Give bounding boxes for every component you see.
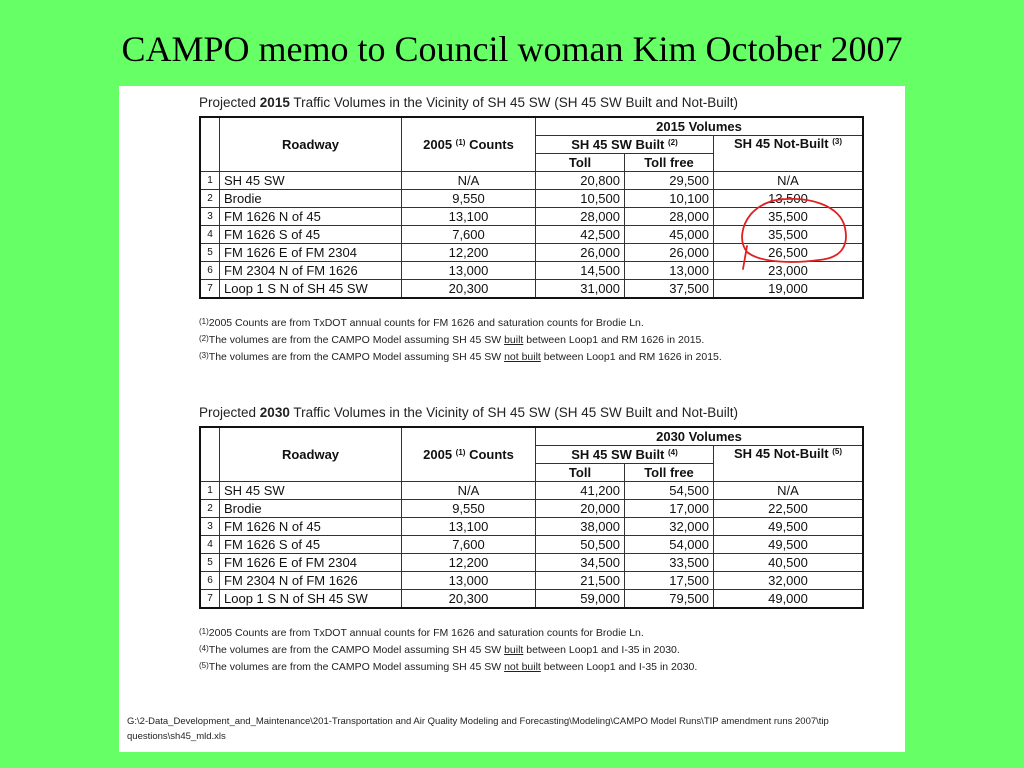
file-path: G:\2-Data_Development_and_Maintenance\201-Transportation and Air Quality Modeling and Forecasting\Modeling\CAMPO Model Runs\TIP amendment runs 2007\tip questions\sh45_mld.xls (127, 716, 829, 742)
not-built-cell: 19,000 (714, 280, 864, 299)
footnote-text: The volumes are from the CAMPO Model assuming SH 45 SW (208, 334, 505, 346)
row-number: 1 (200, 172, 220, 190)
footnote-text: 2005 Counts are from TxDOT annual counts for FM 1626 and saturation counts for Brodie Ln. (208, 317, 644, 329)
roadway-header-label: Roadway (281, 136, 340, 152)
toll-free-header: Toll free (625, 464, 714, 482)
table-row (200, 208, 863, 226)
footnote-marker: (4) (199, 644, 209, 653)
toll-free-cell: 79,500 (625, 590, 714, 609)
count-cell: 13,000 (402, 262, 536, 280)
footnote-text-end: between Loop1 and I-35 in 2030. (523, 644, 680, 656)
not-built-footnote-ref: (3) (832, 137, 843, 146)
table-section-2015 (199, 94, 869, 366)
roadway-cell: Loop 1 S N of SH 45 SW (220, 590, 402, 609)
built-footnote-ref: (2) (668, 137, 678, 147)
not-built-cell: 35,500 (714, 226, 864, 244)
not-built-cell: 22,500 (714, 500, 864, 518)
toll-free-cell: 32,000 (625, 518, 714, 536)
built-header (536, 446, 714, 464)
roadway-cell: FM 1626 E of FM 2304 (220, 554, 402, 572)
caption-suffix: Traffic Volumes in the Vicinity of SH 45 SW (SH 45 SW Built and Not-Built) (289, 95, 739, 110)
not-built-cell: 49,500 (714, 536, 864, 554)
row-number: 5 (200, 554, 220, 572)
count-cell: 20,300 (402, 280, 536, 299)
count-cell: 13,100 (402, 208, 536, 226)
toll-free-cell: 54,000 (625, 536, 714, 554)
toll-free-cell: 17,500 (625, 572, 714, 590)
counts-footnote-ref: (1) (455, 137, 466, 147)
table-row (200, 482, 863, 500)
toll-cell: 20,000 (536, 500, 625, 518)
toll-cell: 34,500 (536, 554, 625, 572)
footnote-emphasis: not built (504, 661, 541, 673)
counts-year: 2005 (423, 446, 453, 462)
not-built-cell: 35,500 (714, 208, 864, 226)
roadway-cell: FM 1626 S of 45 (220, 226, 402, 244)
footnote-marker: (3) (199, 351, 209, 360)
not-built-label: SH 45 Not-Built (733, 446, 829, 461)
roadway-cell: Brodie (220, 190, 402, 208)
row-number: 2 (200, 190, 220, 208)
not-built-cell: 49,500 (714, 518, 864, 536)
row-number: 1 (200, 482, 220, 500)
built-header (536, 136, 714, 154)
footnotes (199, 625, 869, 676)
toll-cell: 21,500 (536, 572, 625, 590)
toll-free-cell: 29,500 (625, 172, 714, 190)
footnote (199, 659, 869, 676)
caption-year: 2030 (259, 405, 290, 420)
footnotes (199, 315, 869, 366)
counts-footnote-ref: (1) (455, 447, 466, 457)
count-cell: 20,300 (402, 590, 536, 609)
toll-cell: 42,500 (536, 226, 625, 244)
footnote-text: 2005 Counts are from TxDOT annual counts for FM 1626 and saturation counts for Brodie Ln. (208, 627, 644, 639)
counts-year: 2005 (423, 136, 453, 152)
toll-cell: 31,000 (536, 280, 625, 299)
toll-free-header: Toll free (625, 154, 714, 172)
table-row (200, 280, 863, 299)
row-number: 7 (200, 590, 220, 609)
toll-cell: 10,500 (536, 190, 625, 208)
toll-free-cell: 54,500 (625, 482, 714, 500)
row-number: 3 (200, 518, 220, 536)
roadway-cell: FM 2304 N of FM 1626 (220, 572, 402, 590)
roadway-header-label: Roadway (281, 446, 340, 462)
table-row (200, 500, 863, 518)
header-row (200, 117, 863, 136)
caption-year: 2015 (259, 95, 290, 110)
toll-free-cell: 13,000 (625, 262, 714, 280)
footnote-marker: (2) (199, 334, 209, 343)
roadway-cell: FM 1626 E of FM 2304 (220, 244, 402, 262)
toll-cell: 14,500 (536, 262, 625, 280)
row-number: 5 (200, 244, 220, 262)
built-footnote-ref: (4) (668, 447, 678, 457)
footnote (199, 642, 869, 659)
caption-prefix: Projected (199, 405, 260, 420)
index-header (200, 117, 220, 172)
toll-cell: 20,800 (536, 172, 625, 190)
count-cell: 13,100 (402, 518, 536, 536)
footnote-marker: (5) (199, 661, 209, 670)
slide-title: CAMPO memo to Council woman Kim October 2007 (121, 29, 903, 69)
footnote-text: The volumes are from the CAMPO Model assuming SH 45 SW (208, 644, 505, 656)
row-number: 3 (200, 208, 220, 226)
footnote-text-end: between Loop1 and I-35 in 2030. (540, 661, 698, 673)
not-built-cell: 26,500 (714, 244, 864, 262)
not-built-label: SH 45 Not-Built (733, 136, 829, 151)
footnote-text-end: between Loop1 and RM 1626 in 2015. (540, 351, 722, 363)
traffic-volume-table (199, 116, 864, 299)
footnote (199, 315, 869, 332)
row-number: 6 (200, 572, 220, 590)
table-row (200, 554, 863, 572)
table-caption (199, 404, 869, 426)
count-cell: N/A (402, 482, 536, 500)
footnote-marker: (1) (199, 627, 209, 636)
table-section-2030 (199, 404, 869, 676)
toll-free-cell: 45,000 (625, 226, 714, 244)
memo-document (119, 86, 905, 752)
built-label: SH 45 SW Built (571, 136, 665, 152)
footnote-emphasis: not built (504, 351, 541, 363)
counts-header (402, 427, 536, 482)
roadway-cell: SH 45 SW (220, 482, 402, 500)
not-built-cell: N/A (714, 482, 864, 500)
table-row (200, 518, 863, 536)
footnote-text: The volumes are from the CAMPO Model assuming SH 45 SW (208, 661, 505, 673)
toll-header: Toll (536, 464, 625, 482)
count-cell: 9,550 (402, 190, 536, 208)
count-cell: 12,200 (402, 554, 536, 572)
roadway-header (220, 427, 402, 482)
roadway-header (220, 117, 402, 172)
toll-header: Toll (536, 154, 625, 172)
not-built-cell: 23,000 (714, 262, 864, 280)
volumes-header: 2030 Volumes (536, 427, 864, 446)
roadway-cell: FM 2304 N of FM 1626 (220, 262, 402, 280)
caption-suffix: Traffic Volumes in the Vicinity of SH 45 SW (SH 45 SW Built and Not-Built) (289, 405, 739, 420)
roadway-cell: FM 1626 S of 45 (220, 536, 402, 554)
footnote-text-end: between Loop1 and RM 1626 in 2015. (523, 334, 705, 346)
caption-prefix: Projected (199, 95, 260, 110)
not-built-header (714, 136, 864, 172)
roadway-cell: FM 1626 N of 45 (220, 518, 402, 536)
index-header (200, 427, 220, 482)
roadway-cell: SH 45 SW (220, 172, 402, 190)
toll-free-cell: 37,500 (625, 280, 714, 299)
toll-cell: 26,000 (536, 244, 625, 262)
toll-cell: 50,500 (536, 536, 625, 554)
count-cell: 7,600 (402, 536, 536, 554)
count-cell: 9,550 (402, 500, 536, 518)
not-built-cell: N/A (714, 172, 864, 190)
not-built-cell: 13,500 (714, 190, 864, 208)
table-row (200, 262, 863, 280)
not-built-cell: 40,500 (714, 554, 864, 572)
not-built-cell: 49,000 (714, 590, 864, 609)
counts-label: Counts (469, 136, 514, 152)
table-caption (199, 94, 869, 116)
roadway-cell: FM 1626 N of 45 (220, 208, 402, 226)
row-number: 7 (200, 280, 220, 299)
count-cell: N/A (402, 172, 536, 190)
table-row (200, 226, 863, 244)
row-number: 4 (200, 536, 220, 554)
traffic-volume-table (199, 426, 864, 609)
row-number: 6 (200, 262, 220, 280)
footnote-emphasis: built (504, 644, 524, 656)
table-row (200, 244, 863, 262)
counts-label: Counts (469, 446, 514, 462)
count-cell: 7,600 (402, 226, 536, 244)
roadway-cell: Brodie (220, 500, 402, 518)
table-row (200, 172, 863, 190)
footnote-text: The volumes are from the CAMPO Model assuming SH 45 SW (208, 351, 505, 363)
footnote (199, 625, 869, 642)
toll-free-cell: 26,000 (625, 244, 714, 262)
footnote-marker: (1) (199, 317, 209, 326)
header-row (200, 427, 863, 446)
toll-cell: 41,200 (536, 482, 625, 500)
count-cell: 12,200 (402, 244, 536, 262)
not-built-header (714, 446, 864, 482)
footnote-emphasis: built (504, 334, 524, 346)
footnote (199, 332, 869, 349)
toll-free-cell: 33,500 (625, 554, 714, 572)
toll-cell: 38,000 (536, 518, 625, 536)
toll-free-cell: 28,000 (625, 208, 714, 226)
toll-cell: 28,000 (536, 208, 625, 226)
not-built-footnote-ref: (5) (832, 447, 843, 456)
row-number: 4 (200, 226, 220, 244)
counts-header (402, 117, 536, 172)
count-cell: 13,000 (402, 572, 536, 590)
table-row (200, 190, 863, 208)
toll-free-cell: 17,000 (625, 500, 714, 518)
volumes-header: 2015 Volumes (536, 117, 864, 136)
table-row (200, 590, 863, 609)
toll-free-cell: 10,100 (625, 190, 714, 208)
table-row (200, 536, 863, 554)
built-label: SH 45 SW Built (571, 446, 665, 462)
row-number: 2 (200, 500, 220, 518)
footnote (199, 349, 869, 366)
table-row (200, 572, 863, 590)
toll-cell: 59,000 (536, 590, 625, 609)
not-built-cell: 32,000 (714, 572, 864, 590)
roadway-cell: Loop 1 S N of SH 45 SW (220, 280, 402, 299)
